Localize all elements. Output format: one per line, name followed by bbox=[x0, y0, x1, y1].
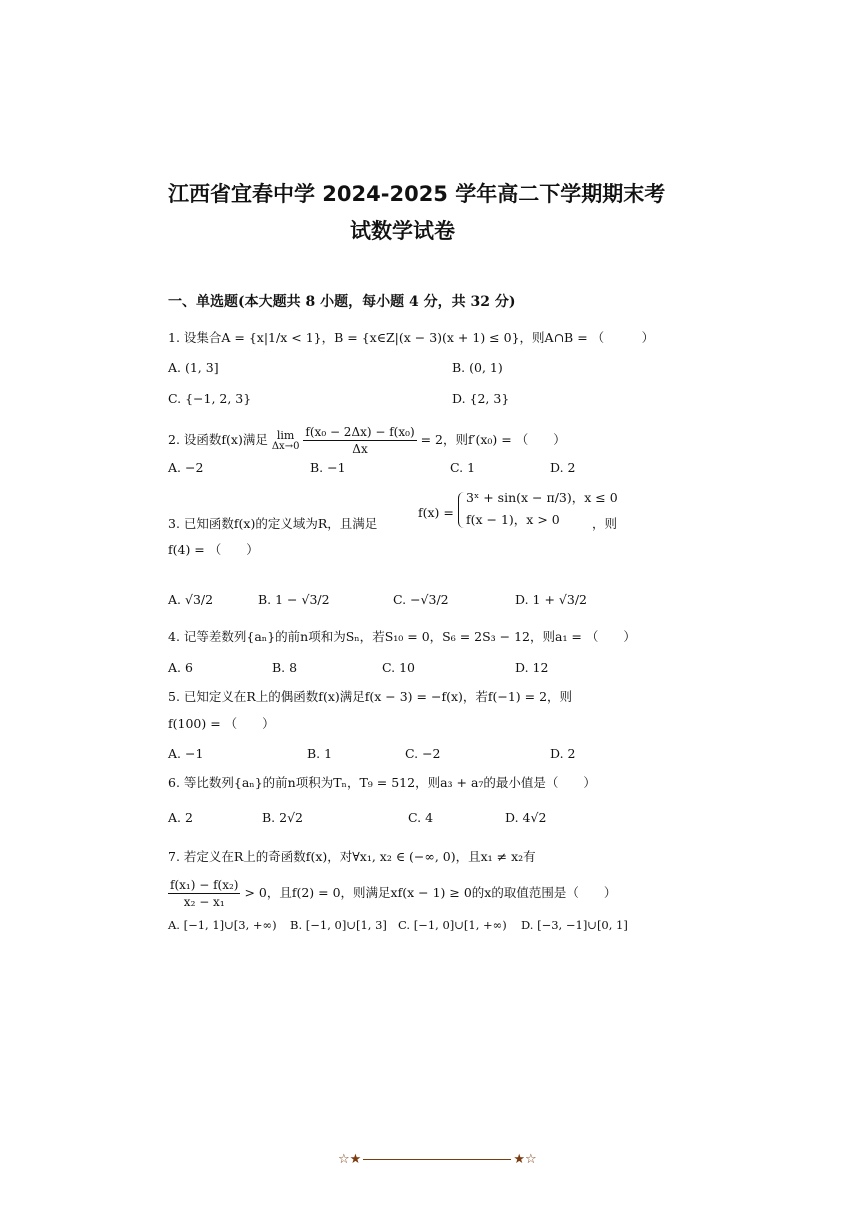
section-heading: 一、单选题(本大题共 8 小题，每小题 4 分，共 32 分) bbox=[168, 294, 516, 310]
question-1-option-b: B. (0, 1) bbox=[452, 360, 503, 375]
question-2-stem-prefix: 2. 设函数f(x)满足 bbox=[168, 432, 268, 447]
question-6-option-c: C. 4 bbox=[408, 810, 434, 825]
question-1-option-d: D. {2, 3} bbox=[452, 391, 510, 406]
question-3-option-c: C. −√3/2 bbox=[393, 592, 449, 607]
piecewise-head: f(x) = bbox=[418, 505, 454, 520]
question-4-option-c: C. 10 bbox=[382, 660, 415, 675]
page-footer bbox=[338, 1152, 537, 1167]
limit-subscript: Δx→0 bbox=[271, 440, 300, 452]
question-2-denominator: Δx bbox=[352, 442, 368, 456]
question-4-option-b: B. 8 bbox=[272, 660, 298, 675]
question-4-stem: 4. 记等差数列{aₙ}的前n项和为Sₙ，若S₁₀ = 0，S₆ = 2S₃ − 12，则a₁ = （ ） bbox=[168, 629, 636, 644]
question-6-stem: 6. 等比数列{aₙ}的前n项积为Tₙ，T₉ = 512，则a₃ + a₇的最小值是（ ） bbox=[168, 775, 596, 790]
piecewise-brace bbox=[458, 492, 465, 528]
question-2-numerator: f(x₀ − 2Δx) − f(x₀) bbox=[305, 425, 415, 439]
question-7-denominator: x₂ − x₁ bbox=[183, 895, 225, 909]
question-2-option-a: A. −2 bbox=[168, 460, 204, 475]
question-2-stem-suffix: = 2，则f′(x₀) = （ ） bbox=[420, 432, 566, 447]
question-3-tail: ，则 bbox=[592, 516, 618, 531]
question-7-option-a: A. [−1, 1]∪[3, +∞) bbox=[168, 918, 277, 932]
question-7-line2 bbox=[168, 877, 616, 910]
question-3-option-d: D. 1 + √3/2 bbox=[515, 592, 587, 607]
footer-stars-left: ☆★ bbox=[338, 1152, 362, 1167]
question-1-stem: 1. 设集合A = {x|1/x < 1}，B = {x∈Z|(x − 3)(x + 1) ≤ 0}，则A∩B = （ ） bbox=[168, 330, 655, 345]
piecewise-case-2: f(x − 1)，x > 0 bbox=[466, 512, 560, 527]
question-7-fraction bbox=[168, 877, 240, 910]
limit-label: lim bbox=[276, 428, 295, 442]
question-7-numerator: f(x₁) − f(x₂) bbox=[170, 878, 239, 892]
question-3-option-b: B. 1 − √3/2 bbox=[258, 592, 330, 607]
question-1-option-c: C. {−1, 2, 3} bbox=[168, 391, 252, 406]
question-2-fraction bbox=[303, 424, 416, 457]
question-5-option-d: D. 2 bbox=[550, 746, 576, 761]
question-2-option-d: D. 2 bbox=[550, 460, 576, 475]
question-4-option-a: A. 6 bbox=[168, 660, 193, 675]
question-3-option-a: A. √3/2 bbox=[168, 592, 214, 607]
question-5-option-c: C. −2 bbox=[405, 746, 441, 761]
question-2-stem bbox=[168, 424, 566, 457]
footer-stars-right: ★☆ bbox=[513, 1152, 537, 1167]
footer-divider bbox=[363, 1159, 511, 1160]
question-1-option-a: A. (1, 3] bbox=[168, 360, 219, 375]
question-2-option-c: C. 1 bbox=[450, 460, 476, 475]
question-5-stem: 5. 已知定义在R上的偶函数f(x)满足f(x − 3) = −f(x)，若f(−1) = 2，则 bbox=[168, 689, 573, 704]
question-3-stem: 3. 已知函数f(x)的定义域为R，且满足 bbox=[168, 516, 378, 531]
question-7-stem: 7. 若定义在R上的奇函数f(x)，对∀x₁, x₂ ∈ (−∞, 0)，且x₁ ≠ x₂有 bbox=[168, 849, 536, 864]
question-6-option-a: A. 2 bbox=[168, 810, 193, 825]
question-5-option-b: B. 1 bbox=[307, 746, 333, 761]
question-2-option-b: B. −1 bbox=[310, 460, 346, 475]
question-6-option-b: B. 2√2 bbox=[262, 810, 304, 825]
question-4-option-d: D. 12 bbox=[515, 660, 549, 675]
question-7-option-d: D. [−3, −1]∪[0, 1] bbox=[521, 918, 628, 932]
page-title-line2: 试数学试卷 bbox=[350, 219, 455, 243]
question-3-line2: f(4) = （ ） bbox=[168, 542, 259, 557]
question-5-line2: f(100) = （ ） bbox=[168, 716, 275, 731]
page-title: 江西省宜春中学 2024-2025 学年高二下学期期末考 bbox=[168, 182, 666, 206]
piecewise-case-1: 3ˣ + sin(x − π/3)，x ≤ 0 bbox=[466, 490, 618, 505]
question-7-option-c: C. [−1, 0]∪[1, +∞) bbox=[398, 918, 507, 932]
question-5-option-a: A. −1 bbox=[168, 746, 204, 761]
question-6-option-d: D. 4√2 bbox=[505, 810, 547, 825]
question-7-option-b: B. [−1, 0]∪[1, 3] bbox=[290, 918, 387, 932]
question-7-condition: > 0，且f(2) = 0，则满足xf(x − 1) ≥ 0的x的取值范围是（ ） bbox=[244, 885, 617, 900]
limit-expression bbox=[272, 430, 300, 452]
